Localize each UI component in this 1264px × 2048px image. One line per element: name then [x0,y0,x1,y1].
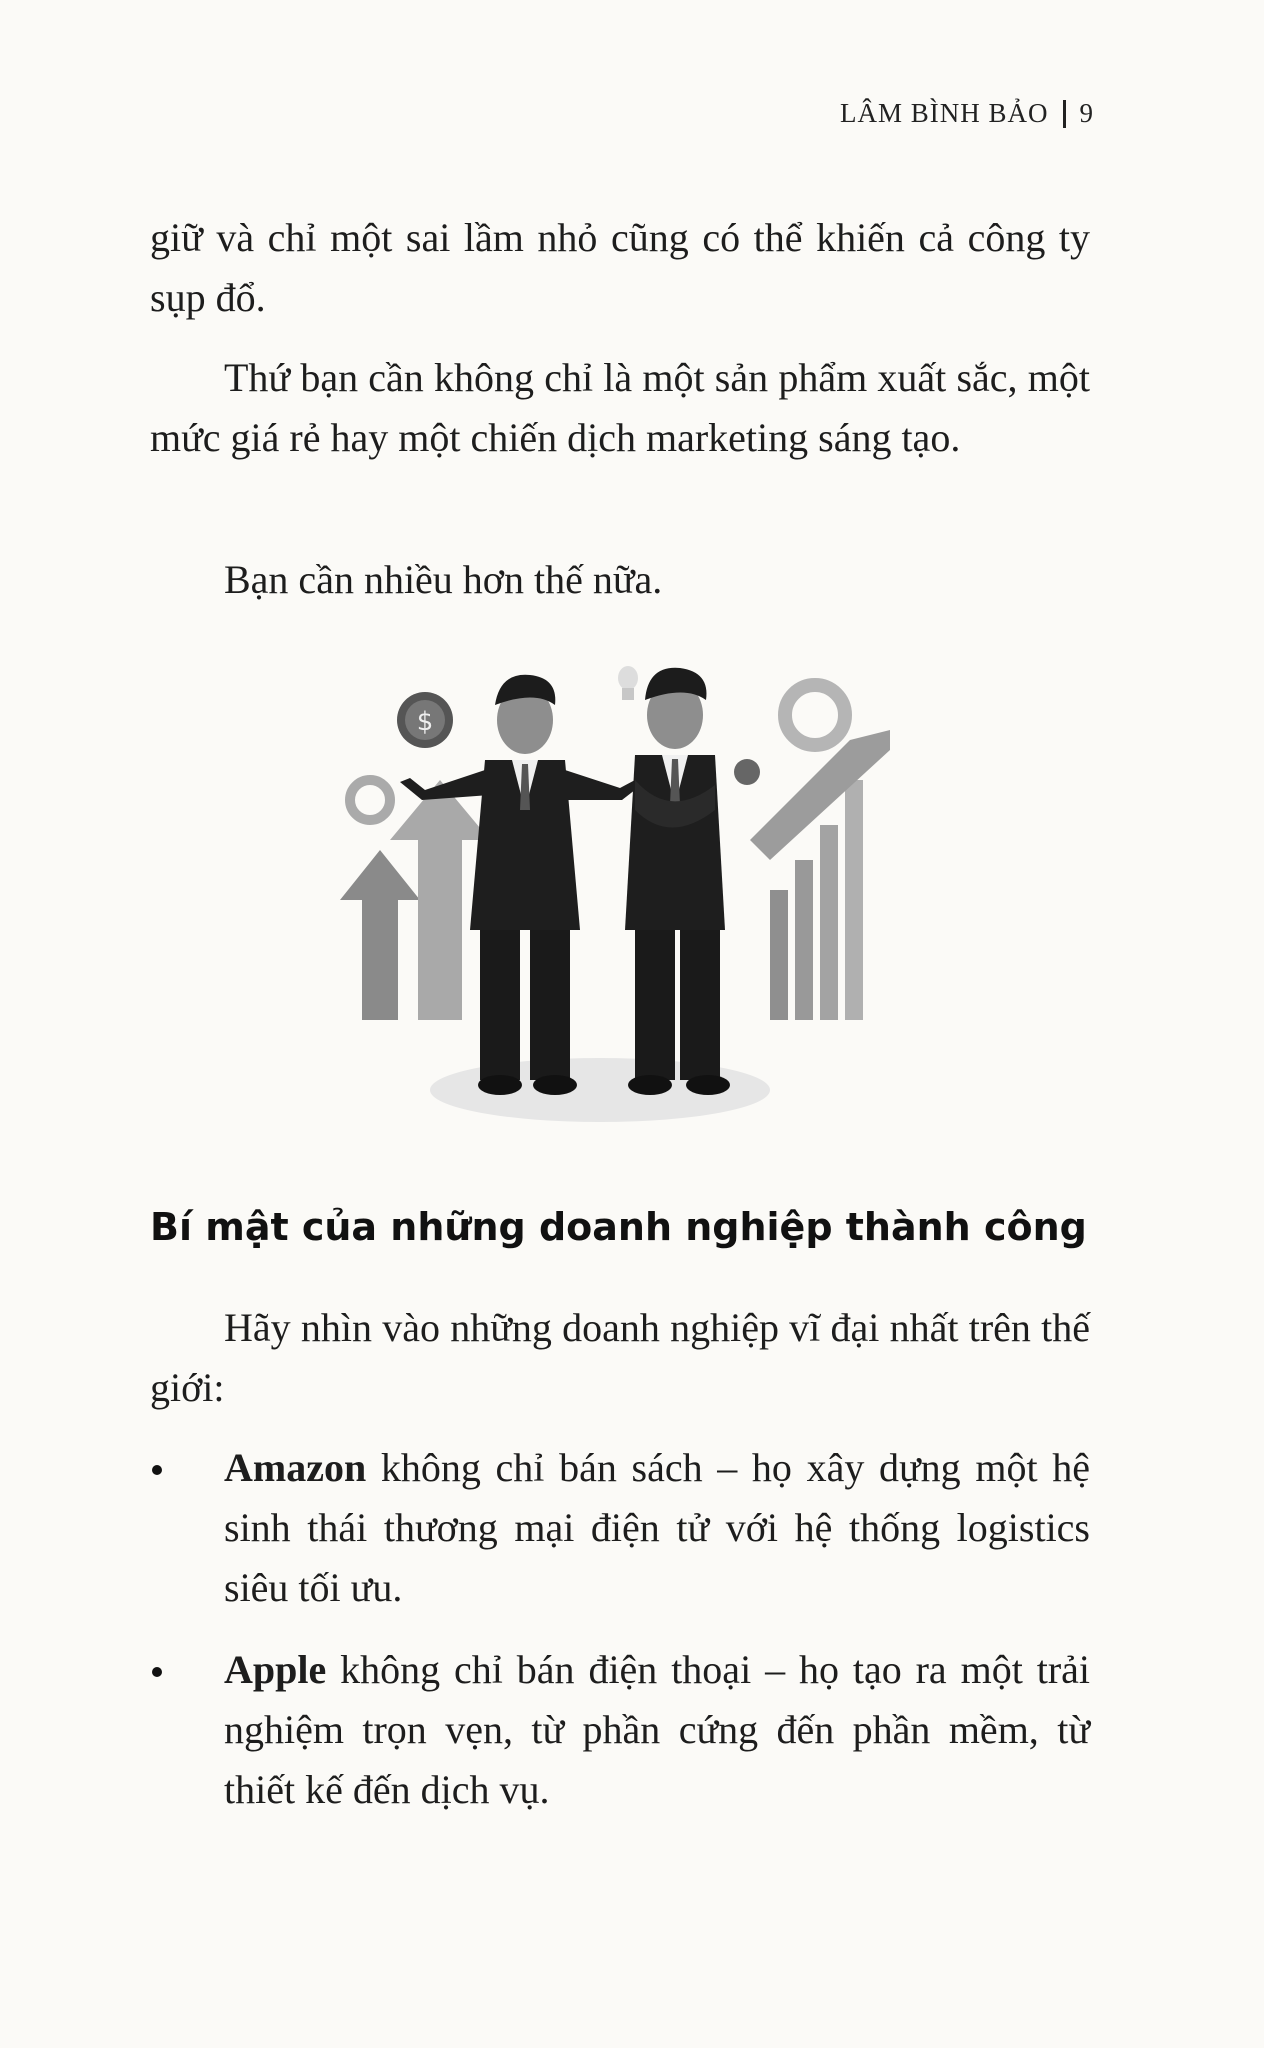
list-item-text: không chỉ bán điện thoại – họ tạo ra một trải nghiệm trọn vẹn, từ phần cứng đến phần mềm, từ thiết kế đến dịch vụ. [224,1647,1090,1812]
author-name: LÂM BÌNH BẢO [839,98,1049,128]
company-name: Amazon [224,1445,367,1490]
intro-paragraph [150,1298,1090,1418]
header-separator [1063,100,1066,128]
bullet-icon [152,1465,162,1475]
company-name: Apple [224,1647,327,1692]
paragraph-text: giữ và chỉ một sai lầm nhỏ cũng có thể khiến cả công ty sụp đổ. [150,215,1090,320]
section-heading: Bí mật của những doanh nghiệp thành công [150,1205,1087,1249]
list-item-text: không chỉ bán sách – họ xây dựng một hệ sinh thái thương mại điện tử với hệ thống logistics siêu tối ưu. [224,1445,1090,1610]
paragraph-text: Hãy nhìn vào những doanh nghiệp vĩ đại nhất trên thế giới: [150,1305,1090,1410]
coin-symbol: $ [416,707,434,737]
page-number: 9 [1079,98,1094,128]
paragraph-need [150,348,1090,468]
list-item [150,1640,1090,1820]
paragraph-text: Thứ bạn cần không chỉ là một sản phẩm xuất sắc, một mức giá rẻ hay một chiến dịch marketing sáng tạo. [150,355,1090,460]
paragraph-text: Bạn cần nhiều hơn thế nữa. [224,557,663,602]
list-item [150,1438,1090,1618]
paragraph-continued [150,208,1090,328]
businessmen-growth-icon [330,660,910,1140]
paragraph-more [150,550,1090,610]
bullet-icon [152,1667,162,1677]
running-head [840,98,1094,129]
company-list [150,1438,1090,1842]
